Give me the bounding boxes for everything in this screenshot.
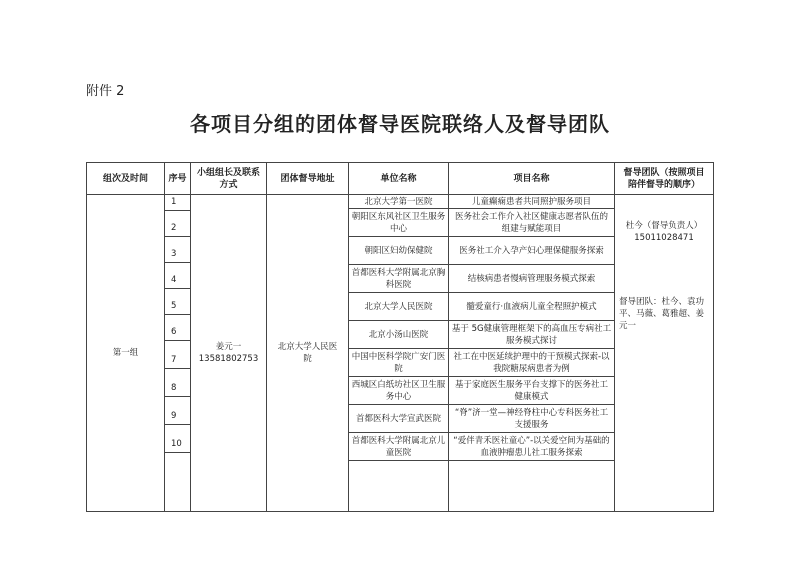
project-name: 社工在中医延续护理中的干预模式探索-以我院糖尿病患者为例	[453, 351, 610, 374]
header-unit: 单位名称	[380, 173, 417, 184]
project-name	[449, 461, 614, 511]
row-seq: 6	[171, 327, 177, 337]
project-name: 髓爱童行·血液病儿童全程照护模式	[466, 301, 597, 312]
unit-name	[349, 461, 448, 511]
team-lead-name: 杜今（督导负责人）	[625, 221, 703, 231]
team-members: 督导团队：杜今、袁功平、马薇、葛雅超、姜元一	[619, 297, 705, 331]
table-border-right	[713, 162, 714, 512]
row-seq: 5	[171, 301, 177, 311]
unit-name: 中国中医科学院广安门医院	[351, 351, 446, 374]
team-lead-phone: 15011028471	[634, 233, 694, 243]
project-name: 医务社工介入孕产妇心理保健服务探索	[459, 245, 604, 256]
column-divider	[614, 162, 615, 512]
unit-name: 朝阳区东风社区卫生服务中心	[351, 211, 446, 234]
row-seq: 3	[171, 249, 177, 259]
header-seq: 序号	[168, 173, 187, 184]
leader-contact	[191, 195, 266, 511]
group-name: 第一组	[112, 348, 139, 358]
unit-name: 北京大学第一医院	[364, 196, 433, 207]
supervision-table	[86, 162, 714, 512]
leader-phone: 13581802753	[198, 354, 259, 364]
header-project: 项目名称	[513, 173, 550, 184]
unit-name: 北京小汤山医院	[368, 329, 429, 340]
team-lead	[615, 220, 713, 244]
row-seq	[165, 453, 190, 511]
page-title: 各项目分组的团体督导医院联络人及督导团队	[190, 112, 610, 136]
project-name: 基于家庭医生服务平台支撑下的医务社工健康模式	[454, 379, 608, 402]
row-seq: 10	[171, 439, 182, 449]
attachment-label: 附件 2	[86, 84, 125, 99]
project-name: 医务社会工作介入社区健康志愿者队伍的组建与赋能项目	[454, 211, 608, 234]
header-group: 组次及时间	[102, 173, 148, 184]
unit-name: 西城区白纸坊社区卫生服务中心	[351, 379, 446, 402]
header-team: 督导团队（按照项目陪伴督导的顺序）	[623, 167, 705, 190]
row-seq: 1	[171, 197, 177, 207]
header-location: 团体督导地址	[280, 173, 335, 184]
row-seq: 9	[171, 411, 177, 421]
supervision-location: 北京大学人民医院	[277, 342, 338, 364]
unit-name: 首都医科大学附属北京胸科医院	[351, 267, 446, 290]
header-leader: 小组组长及联系方式	[196, 167, 260, 190]
unit-name: 首都医科大学附属北京儿童医院	[351, 435, 446, 458]
table-border-bottom	[86, 511, 714, 512]
project-name: 儿童癫痫患者共同照护服务项目	[471, 196, 591, 207]
unit-name: 朝阳区妇幼保健院	[364, 245, 433, 256]
row-seq: 8	[171, 383, 177, 393]
project-name: 基于 5G健康管理框架下的高血压专病社工服务模式探讨	[451, 323, 612, 346]
row-seq: 2	[171, 223, 177, 233]
project-name: 结核病患者慢病管理服务模式探索	[467, 273, 596, 284]
project-name: “脊”济一堂—神经脊柱中心专科医务社工支援服务	[454, 407, 609, 430]
row-seq: 4	[171, 275, 177, 285]
project-name: “爱伴青禾医社童心”-以关爱空间为基础的血液肿瘤患儿社工服务探索	[453, 435, 610, 458]
row-seq: 7	[171, 355, 177, 365]
unit-name: 北京大学人民医院	[364, 301, 433, 312]
unit-name: 首都医科大学宣武医院	[355, 413, 441, 424]
leader-name: 姜元一	[215, 342, 242, 352]
